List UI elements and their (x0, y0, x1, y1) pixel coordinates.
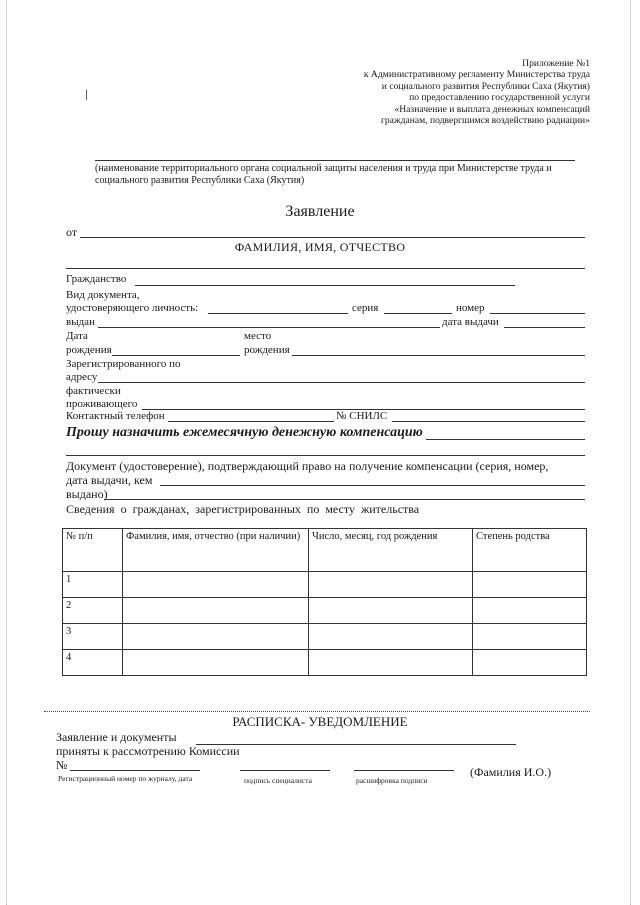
organ-name-line[interactable] (95, 160, 575, 161)
col-header-number: № п/п (63, 529, 123, 572)
from-label: от (66, 225, 78, 239)
residing-label: проживающего (66, 398, 138, 410)
place-label: место (244, 330, 272, 342)
header-line: гражданам, подвергшимся воздействию радиации» (380, 115, 590, 127)
doc-type-field[interactable] (208, 313, 348, 314)
date-label: Дата (66, 330, 88, 342)
document-title: Заявление (285, 203, 355, 220)
document-text-2: дата выдачи, кем (66, 473, 153, 487)
cell-birth-date[interactable] (309, 624, 473, 650)
fio-caption: ФАМИЛИЯ, ИМЯ, ОТЧЕСТВО (234, 240, 406, 254)
document-text-3: выдано) (66, 487, 108, 501)
registered-info-text: Сведения о гражданах, зарегистрированных по месту жительства (66, 502, 420, 516)
snils-field[interactable] (392, 421, 585, 422)
issue-date-field[interactable] (504, 327, 585, 328)
cell-birth-date[interactable] (309, 572, 473, 598)
cell-birth-date[interactable] (309, 598, 473, 624)
cell-relation[interactable] (473, 624, 587, 650)
series-field[interactable] (384, 313, 452, 314)
number-field[interactable] (490, 313, 585, 314)
receipt-field-1[interactable] (196, 744, 516, 745)
row-number: 4 (63, 650, 123, 676)
cut-line (44, 711, 590, 712)
birth-date-field[interactable] (112, 355, 240, 356)
series-label: серия (352, 302, 379, 314)
appendix-header (364, 58, 590, 126)
row-number: 2 (63, 598, 123, 624)
organ-caption: (наименование территориального органа социальной защиты населения и труда при Министерстве труда и социального развития Республики Саха (Якутия) (95, 163, 552, 186)
doc-type-label: Вид документа, (66, 289, 140, 301)
scan-edge-left (6, 0, 7, 905)
receipt-number-label: № (56, 758, 68, 772)
birth-place-label: рождения (244, 344, 290, 356)
request-continued-field[interactable] (66, 455, 585, 456)
scan-edge-right (630, 0, 631, 905)
receipt-number-field[interactable] (70, 770, 200, 771)
col-header-birth-date: Число, месяц, год рождения (309, 529, 473, 572)
caption-signature: подпись специалиста (244, 776, 312, 785)
document-issued-field[interactable] (104, 499, 585, 500)
receipt-decode-field[interactable] (354, 770, 454, 771)
receipt-sign-field[interactable] (240, 770, 330, 771)
request-field[interactable] (426, 439, 585, 440)
document-text-1: Документ (удостоверение), подтверждающий право на получение компенсации (серия, номер, (66, 459, 549, 473)
cell-relation[interactable] (473, 572, 587, 598)
receipt-title: РАСПИСКА- УВЕДОМЛЕНИЕ (232, 714, 408, 729)
cell-relation[interactable] (473, 598, 587, 624)
registered-label: Зарегистрированного по (66, 358, 181, 370)
caption-decode: расшифровка подписи (356, 776, 428, 785)
receipt-line-1: Заявление и документы (56, 730, 177, 744)
header-line: к Административному регламенту Министерства труда (363, 69, 590, 81)
registered-address-field[interactable] (98, 382, 585, 383)
row-number: 3 (63, 624, 123, 650)
table-row (63, 572, 587, 598)
scan-mark (86, 90, 87, 100)
receipt-fio: (Фамилия И.О.) (470, 765, 552, 779)
header-line: Приложение №1 (522, 58, 590, 69)
caption-registration: Регистрационный номер по журналу, дата (58, 774, 193, 783)
table-row (63, 598, 587, 624)
fio-continued-field[interactable] (66, 268, 585, 269)
birth-date-label: рождения (66, 344, 112, 356)
cell-fio[interactable] (123, 624, 309, 650)
cell-fio[interactable] (123, 650, 309, 676)
phone-label: Контактный телефон (66, 410, 165, 422)
number-label: номер (456, 302, 485, 314)
issue-date-label: дата выдачи (442, 316, 499, 328)
snils-label: № СНИЛС (336, 410, 388, 422)
col-header-fio: Фамилия, имя, отчество (при наличии) (123, 529, 309, 572)
cell-relation[interactable] (473, 650, 587, 676)
receipt-line-2: приняты к рассмотрению Комиссии (56, 744, 240, 758)
col-header-relation: Степень родства (473, 529, 587, 572)
citizenship-label: Гражданство (66, 273, 127, 285)
address-label: адресу (66, 371, 98, 383)
cell-fio[interactable] (123, 572, 309, 598)
header-line: «Назначение и выплата денежных компенсаций (394, 103, 590, 115)
citizenship-field[interactable] (135, 285, 515, 286)
header-line: и социального развития Республики Саха (Якутия) (381, 80, 590, 92)
actual-label: фактически (66, 385, 121, 397)
table-row (63, 624, 587, 650)
table-header-row (63, 529, 587, 572)
issued-field[interactable] (98, 327, 440, 328)
registered-persons-table (62, 528, 587, 676)
birth-place-field[interactable] (292, 355, 585, 356)
cell-fio[interactable] (123, 598, 309, 624)
from-fio-field[interactable] (80, 237, 585, 238)
request-text: Прошу назначить ежемесячную денежную компенсацию (66, 425, 423, 440)
row-number: 1 (63, 572, 123, 598)
doc-identity-label: удостоверяющего личность: (66, 302, 199, 314)
table-row (63, 650, 587, 676)
header-line: по предоставлению государственной услуги (409, 92, 590, 104)
issued-label: выдан (66, 316, 95, 328)
cell-birth-date[interactable] (309, 650, 473, 676)
document-field[interactable] (160, 485, 585, 486)
phone-field[interactable] (168, 421, 334, 422)
